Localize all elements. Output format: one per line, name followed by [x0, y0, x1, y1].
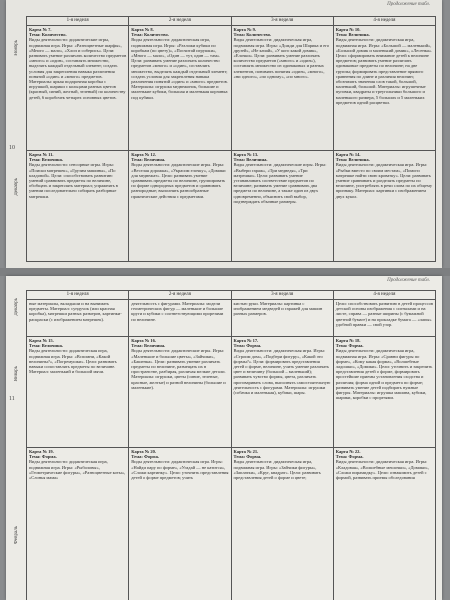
card-cell: [231, 337, 333, 448]
card-title: Карта № 8.: [131, 27, 154, 32]
card-body: Виды деятельности: дидактическая игра, подвижная игра. Игры: «Дожди для Шарика и его друзей», «Не качай», «У кого какой домик», «Елочки». Цели: развивать умение различать количество предметов («много» и «один»), составлять множество из одинаковых и разных элементов, понимать понятия «один», «много», «ни одного», «по одному», «по много».: [233, 37, 330, 79]
card-topic: Тема: Количество.: [29, 32, 67, 38]
card-body: Виды деятельности: дидактическая игра. Игры: «Рыбки вместо по своим местам», «Помоги матрешке найти свою кроватку». Цели: развивать умение сравнивать и разделять предметы по величине, употреблять в речи слова по их общему признаку. Материал: картинки с изображением двух кукол.: [335, 162, 433, 199]
card-body: Виды деятельности: дидактическая игра. Игры: «Найди пару по форме», «Угадай — не катится», «Сложи картинку». Цели: уточнить представления детей о форме предметов; учить: [131, 459, 229, 481]
card-topic: Тема: Форма.: [233, 454, 262, 460]
card-title: Карта № 17.: [233, 338, 259, 343]
card-body: Виды деятельности: дидактические игры. Игры: «Выбери гараж», «Три медведя», «Три матрешки». Цели: развивать умение устанавливать соответствие предметов по величине; развивать умение сравнивать два предмета по величине, а также один из двух одновременно, объяснить свой выбор, подтверждать обычные размеры.: [233, 162, 327, 204]
month-label: Ноябрь: [14, 40, 19, 56]
card-title: Карта № 12.: [131, 152, 157, 157]
week-header: 4-я неделя: [333, 291, 435, 300]
page-number: 10: [9, 145, 15, 151]
card-body: Виды деятельности: дидактическая игра, подвижная игра. Игры: «Большой — маленький», «Большой домик и маленький домик», «Лесенка». Цели: сформировать внимание детей к величине предметов; развивать умение различать одинаковые предметы по величине; на две группы; формировать представление прямого сравнения по длине и различия величин; обозначать значения слов такой, большой, маленький, большой. Материалы: игрушечные пуговки, квадраты и треугольники большого и маленького размера, 5 больших и 5 маленьких предметов одной расцветки.: [335, 37, 433, 105]
card-title: Карта № 14.: [335, 152, 361, 157]
top-page: [6, 0, 442, 268]
card-title: Карта № 9.: [233, 27, 257, 32]
card-topic: Тема: Величина.: [335, 157, 370, 163]
table-row: [27, 300, 436, 337]
card-title: Карта № 13.: [233, 152, 259, 157]
running-head: Продолжение табл.: [387, 2, 430, 7]
card-cell: [333, 337, 435, 448]
month-label: Декабрь: [14, 298, 19, 316]
card-cell: [231, 151, 333, 262]
bottom-page: [6, 276, 442, 600]
card-topic: Тема: Количество.: [131, 32, 169, 38]
week-header: 1-я неделя: [27, 291, 129, 300]
card-body: Виды деятельности: дидактические игры. Игры: «Маленькие и большие цветы», «Зайчики», «Башенка». Цели: развивать умение различать предметы по величине, размещать их в пространстве, разбирая, различая мелкие детали. Материалы: игрушки, цветы (синие, зеленые, красные, желтые) и разной величины (большие и маленькие).: [131, 348, 226, 390]
card-topic: Тема: Форма.: [335, 454, 364, 460]
card-topic: Тема: Количество.: [233, 32, 272, 38]
card-cell: [129, 448, 231, 600]
card-topic: Тема: Форма.: [335, 343, 364, 349]
week-header: 2-я неделя: [129, 17, 231, 26]
card-body: Виды деятельности: сенсорные игры. Игры: «Поиски матрешек», «Грузим машины», «По кладовой». Цели: способствовать развитию умений сравнивать предметы по величине, обобщать и закреплять материал; упражнять в умении последовательно собирать разборные матрешки.: [29, 162, 118, 199]
week-header: 2-я неделя: [129, 291, 231, 300]
card-body: Виды деятельности: дидактические игры. Игры: «Веселая дорожка», «Украсим елочку», «Домики для медвежат». Цели: развивать умение сравнивать предметы по величине, группировать по форме однородных предметов и сравнивать разнородные; выполнять разнообразные практические действия с предметами.: [131, 162, 226, 199]
card-title: Карта № 19.: [29, 449, 54, 454]
table-row: [27, 151, 436, 262]
card-title: Карта № 21.: [233, 449, 259, 454]
card-cell: [129, 337, 231, 448]
card-body: Виды деятельности: дидактическая игра. Игры: «Кладовая», «Волшебные мешочки», «Домики», «Сложи пирамидку». Цели: ознакомить детей с формой, развивать приемы обследования: [335, 459, 429, 481]
card-cell: [27, 151, 129, 262]
page-gap: [0, 268, 450, 276]
card-cell: [129, 26, 231, 151]
card-body: Виды деятельности: дидактические игры, подвижная игра. Игры: «Разноцветные шарфы», «Много — мало», «Хлоп и соберись». Цели: развивать умение различать количество предметов «много» и «один», составлять множество, выделять каждый отдельный элемент; создать условия для закрепления навыка различения понятий «один» и «много» предметов. Материалы: яркая подарочная коробка с игрушкой, шарики с кольцами разных цветов (красный, синий, желтый, зеленый) по количеству детей, 6 коробочек четырех основных цветов.: [29, 37, 127, 100]
card-cell: [333, 151, 435, 262]
table-row: [27, 26, 436, 151]
card-topic: Тема: Величина.: [131, 157, 166, 163]
card-topic: Тема: Форма.: [131, 454, 159, 460]
card-title: Карта № 16.: [131, 338, 157, 343]
plan-table: [26, 290, 436, 600]
card-body: кистью руки. Материалы: картинка с изображением медведей и гаражей для машин разных размеров.: [233, 301, 323, 317]
card-body: Виды деятельности: дидактическая игра, подвижная игра. Игры: «Сравни фигуры по форме», «Кому какая форма», «Волшебные ладошки», «Домики». Цели: уточнить и закрепить представления детей о форме, формировать простейшие приемы установления сходства и различия; форма одной и предмета по форме; развивать умение детей подбирать нужные фигуры. Материалы: игрушка машина, кубики, шарики, коробки с прорезями.: [335, 348, 433, 401]
card-topic: Тема: Величина.: [335, 32, 370, 38]
card-cell: [231, 300, 333, 337]
table-row: [27, 337, 436, 448]
page-number: 11: [9, 396, 15, 402]
card-body: ные материалы, вкладыши и на вынимать предметы. Материал: сундучок (или красная коробка), матрешки разных размеров, картинки-раскраски (с изображением матрешек).: [29, 301, 122, 322]
card-cell: [333, 26, 435, 151]
card-title: Карта № 7.: [29, 27, 52, 32]
card-topic: Тема: Величина.: [233, 157, 268, 163]
card-cell: [27, 337, 129, 448]
card-topic: Тема: Величина.: [29, 157, 63, 163]
table-header-row: [27, 291, 436, 300]
month-label: Январь: [14, 366, 19, 382]
card-cell: [231, 448, 333, 600]
card-body: Виды деятельности: дидактическая игра. Игры: «Строим дом», «Подбери фигуру», «Какой это формы?». Цели: формировать представления детей о форме, величине, учить умение различать цвет и величину (большой – маленький); развивать чувство формы, цвета, различать проговаривать слова, выполнять самостоятельную деятельность с фигурами. Материалы: игрушки (собачка и маленькая), кубики, шары.: [233, 348, 331, 396]
running-head: Продолжение табл.: [387, 278, 430, 283]
card-cell: [231, 26, 333, 151]
card-title: Карта № 10.: [335, 27, 361, 32]
week-header: 3-я неделя: [231, 291, 333, 300]
week-header: 3-я неделя: [231, 17, 333, 26]
month-label: Февраль: [14, 526, 19, 545]
card-cell: [27, 448, 129, 600]
card-title: Карта № 22.: [335, 449, 361, 454]
card-body: Виды деятельности: дидактическая игра, подвижная игра. Игры: «Вспомни, «Какой величины?», «Погремушки». Цели: развивать навыки сопоставлять предметы по величине. Материал: маленький и большой мячи.: [29, 348, 117, 375]
card-body: деятельность с фигурами. Материалы: модели геометрических фигур — маленькие и большие круги и кубики с соответствующими прорезями по величине.: [131, 301, 224, 322]
card-title: Карта № 18.: [335, 338, 361, 343]
card-cell: [27, 300, 129, 337]
card-cell: [333, 448, 435, 600]
month-label: Декабрь: [14, 178, 19, 196]
card-body: Виды деятельности: дидактическая игра, подвижная игра. Игры: «Разложи кубики по коробкам (по цвету)», «Посчитай игрушки», «Много — мало», «Один — тут, один — там». Цели: развивать умение различать количество предметов «много» и «один», составлять множество, выделять каждый отдельный элемент; создать условия для закрепления навыка различения понятий «один» и «много» предметов. Материалы: игрушка медвежонок, большие и маленькие кубики, большая и маленькая корзинка под кубики.: [131, 37, 228, 100]
week-header: 1-я неделя: [27, 17, 129, 26]
table-row: [27, 448, 436, 600]
card-topic: Тема: Форма.: [29, 454, 57, 460]
card-body: Виды деятельности: дидактическая игра, подвижная игра. Игры: «Зайчики фигуры», «Заплатки», «Круг, квадрат». Цели: развивать представления детей о форме и цвете;: [233, 459, 321, 481]
card-body: Цели: способствовать развитию в детей процессов детской основы изображения с сигналами и на листе, справа — разные ширины (с бумажной цветной бумаге) и на прокладке бумага — «лапы» удобной правки — свой узор.: [335, 301, 433, 327]
card-cell: [27, 26, 129, 151]
card-title: Карта № 15.: [29, 338, 54, 343]
card-cell: [129, 151, 231, 262]
card-topic: Тема: Форма.: [233, 343, 262, 349]
card-topic: Тема: Величина.: [131, 343, 166, 349]
card-title: Карта № 20.: [131, 449, 157, 454]
card-body: Виды деятельности: дидактическая игра, подвижная игра. Игры: «Рыболовы», «Геометрические фигуры», «Разноцветные коты», «Слонья мама»: [29, 459, 126, 481]
card-title: Карта № 11.: [29, 152, 54, 157]
card-cell: [333, 300, 435, 337]
week-header: 4-я неделя: [333, 17, 435, 26]
table-header-row: [27, 17, 436, 26]
card-topic: Тема: Величина.: [29, 343, 63, 349]
card-cell: [129, 300, 231, 337]
plan-table: [26, 16, 436, 262]
